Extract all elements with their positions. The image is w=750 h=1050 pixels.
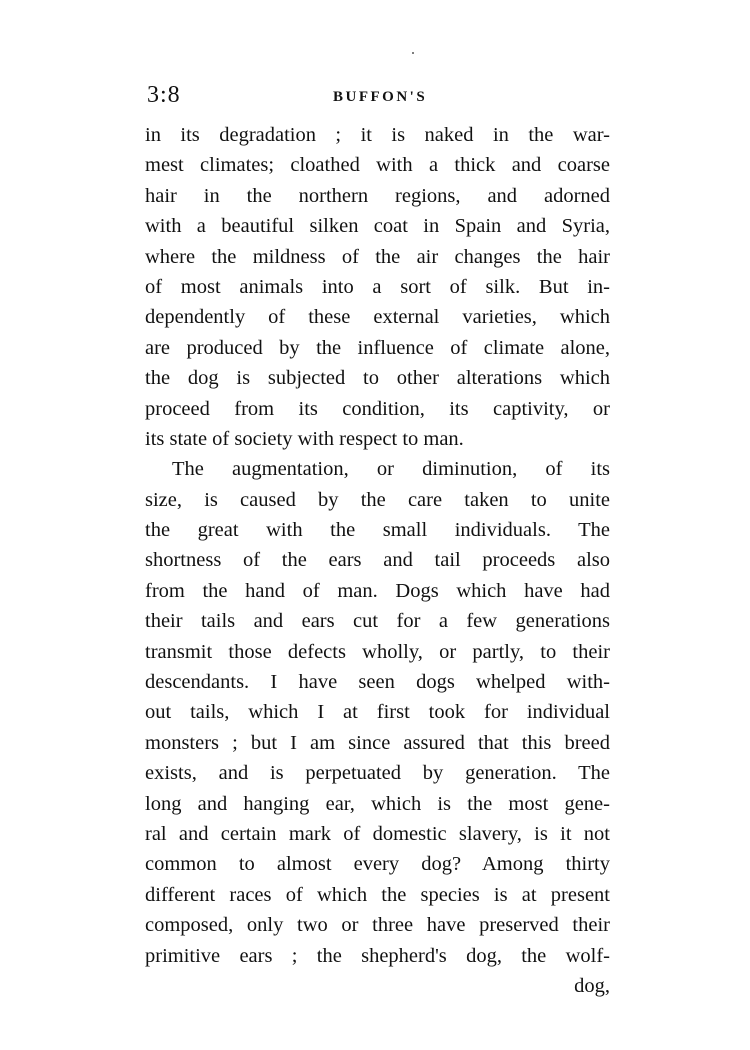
- text-line: hair in the northern regions, and adorned: [145, 184, 610, 207]
- text-line: descendants. I have seen dogs whelped with-: [145, 671, 610, 694]
- text-line: size, is caused by the care taken to unite: [145, 488, 610, 511]
- text-line: their tails and ears cut for a few generations: [145, 610, 610, 633]
- text-line: its state of society with respect to man.: [145, 427, 464, 450]
- text-line: of most animals into a sort of silk. But in-: [145, 275, 610, 298]
- text-line: monsters ; but I am since assured that this breed: [145, 731, 610, 754]
- text-line: The augmentation, or diminution, of its: [172, 458, 610, 481]
- text-line: dependently of these external varieties, which: [145, 306, 610, 329]
- text-line: proceed from its condition, its captivity, or: [145, 397, 610, 420]
- body-text: [145, 120, 610, 1001]
- text-line: transmit those defects wholly, or partly, to their: [145, 640, 610, 663]
- running-head: BUFFON'S: [333, 89, 428, 105]
- text-line: different races of which the species is at present: [145, 883, 610, 906]
- text-line: primitive ears ; the shepherd's dog, the wolf-: [145, 944, 610, 967]
- text-line: the great with the small individuals. The: [145, 519, 610, 542]
- text-line: mest climates; cloathed with a thick and coarse: [145, 154, 610, 177]
- text-line: composed, only two or three have preserved their: [145, 914, 610, 937]
- text-line: with a beautiful silken coat in Spain and Syria,: [145, 215, 610, 238]
- catchword: dog,: [574, 974, 610, 997]
- text-line: are produced by the influence of climate alone,: [145, 336, 610, 359]
- text-line: common to almost every dog? Among thirty: [145, 853, 610, 876]
- text-line: shortness of the ears and tail proceeds also: [145, 549, 610, 572]
- text-line: where the mildness of the air changes the hair: [145, 245, 610, 268]
- print-speck: [412, 52, 414, 54]
- text-line: long and hanging ear, which is the most gene-: [145, 792, 610, 815]
- text-line: exists, and is perpetuated by generation. The: [145, 762, 610, 785]
- text-line: out tails, which I at first took for individual: [145, 701, 610, 724]
- text-line: ral and certain mark of domestic slavery, is it not: [145, 822, 610, 845]
- text-line: the dog is subjected to other alterations which: [145, 367, 610, 390]
- text-line: in its degradation ; it is naked in the war-: [145, 124, 610, 146]
- page-header: [147, 82, 607, 110]
- page-number: 3:8: [147, 82, 181, 108]
- text-line: from the hand of man. Dogs which have had: [145, 579, 610, 602]
